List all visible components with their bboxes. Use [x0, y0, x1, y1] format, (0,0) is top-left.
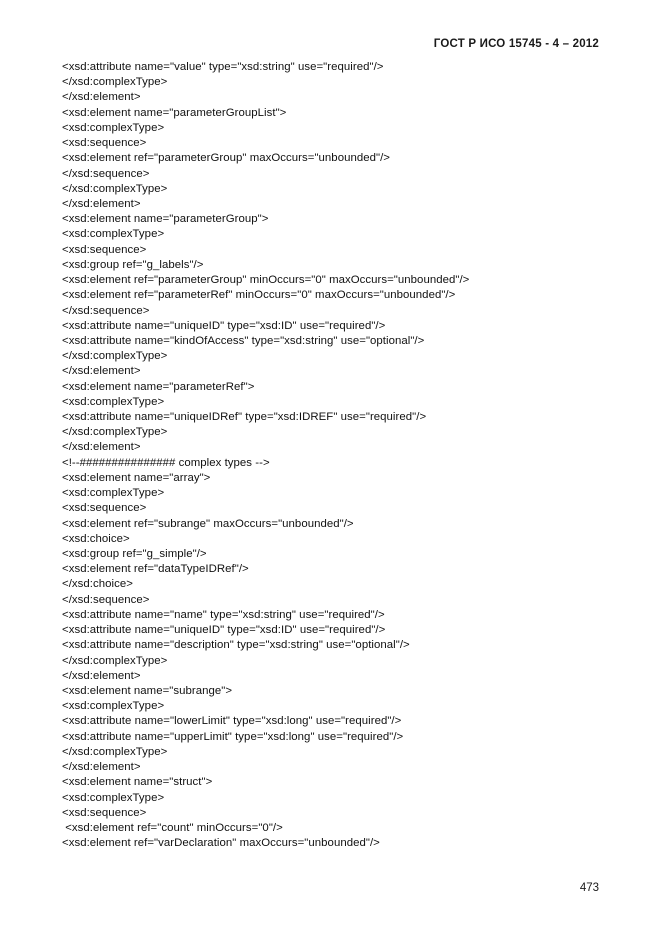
- code-line: <!--############### complex types -->: [62, 456, 270, 469]
- code-line: </xsd:complexType>: [62, 745, 168, 758]
- code-line: </xsd:element>: [62, 91, 141, 104]
- code-line: <xsd:element name="parameterGroup">: [62, 213, 269, 226]
- code-line: <xsd:element name="parameterGroupList">: [62, 106, 287, 119]
- code-line: <xsd:sequence>: [62, 502, 147, 515]
- code-line: </xsd:sequence>: [62, 593, 150, 606]
- code-line: <xsd:attribute name="upperLimit" type="xsd:long" use="required"/>: [62, 730, 404, 743]
- code-line: <xsd:attribute name="lowerLimit" type="xsd:long" use="required"/>: [62, 715, 402, 728]
- code-line: </xsd:element>: [62, 761, 141, 774]
- code-line: <xsd:attribute name="name" type="xsd:string" use="required"/>: [62, 608, 385, 621]
- code-line: <xsd:attribute name="uniqueID" type="xsd:ID" use="required"/>: [62, 624, 386, 637]
- code-line: <xsd:attribute name="description" type="xsd:string" use="optional"/>: [62, 639, 410, 652]
- code-line: <xsd:element ref="dataTypeIDRef"/>: [62, 563, 249, 576]
- code-line: <xsd:group ref="g_labels"/>: [62, 258, 204, 271]
- code-line: </xsd:element>: [62, 365, 141, 378]
- code-line: <xsd:element ref="subrange" maxOccurs="unbounded"/>: [62, 517, 354, 530]
- code-line: <xsd:complexType>: [62, 487, 165, 500]
- page-number: 473: [579, 882, 599, 894]
- code-line: </xsd:complexType>: [62, 76, 168, 89]
- code-line: <xsd:group ref="g_simple"/>: [62, 548, 207, 560]
- code-line: <xsd:complexType>: [62, 700, 165, 713]
- code-line: </xsd:complexType>: [62, 654, 168, 667]
- code-line: </xsd:complexType>: [62, 350, 168, 363]
- code-line: <xsd:element ref="varDeclaration" maxOccurs="unbounded"/>: [62, 837, 380, 850]
- code-line: <xsd:sequence>: [62, 243, 147, 256]
- code-line: </xsd:element>: [62, 197, 141, 210]
- code-line: <xsd:attribute name="uniqueID" type="xsd:ID" use="required"/>: [62, 319, 386, 332]
- code-line: <xsd:element ref="count" minOccurs="0"/>: [62, 821, 283, 834]
- code-line: </xsd:sequence>: [62, 304, 150, 317]
- code-line: <xsd:element ref="parameterRef" minOccurs="0" maxOccurs="unbounded"/>: [62, 289, 456, 302]
- code-line: <xsd:element name="parameterRef">: [62, 380, 255, 393]
- code-line: <xsd:element name="subrange">: [62, 684, 233, 697]
- code-line: </xsd:complexType>: [62, 182, 168, 195]
- code-line: <xsd:attribute name="kindOfAccess" type="xsd:string" use="optional"/>: [62, 334, 425, 347]
- code-line: </xsd:complexType>: [62, 426, 168, 439]
- code-line: <xsd:choice>: [62, 532, 130, 545]
- code-line: </xsd:element>: [62, 441, 141, 454]
- code-line: <xsd:element ref="parameterGroup" minOccurs="0" maxOccurs="unbounded"/>: [62, 274, 470, 287]
- code-line: <xsd:complexType>: [62, 228, 165, 241]
- code-line: <xsd:attribute name="value" type="xsd:string" use="required"/>: [62, 61, 384, 73]
- code-line: <xsd:element ref="parameterGroup" maxOccurs="unbounded"/>: [62, 152, 391, 165]
- page-header: ГОСТ Р ИСО 15745 - 4 – 2012: [433, 38, 599, 50]
- code-line: <xsd:element name="array">: [62, 471, 211, 484]
- code-line: <xsd:complexType>: [62, 791, 165, 804]
- code-line: <xsd:complexType>: [62, 121, 165, 134]
- code-line: </xsd:element>: [62, 669, 141, 682]
- xsd-code-block: [62, 60, 621, 851]
- code-line: <xsd:complexType>: [62, 395, 165, 408]
- code-line: <xsd:sequence>: [62, 137, 147, 150]
- code-line: </xsd:choice>: [62, 578, 133, 591]
- code-line: <xsd:sequence>: [62, 806, 147, 819]
- code-line: </xsd:sequence>: [62, 167, 150, 180]
- code-line: <xsd:element name="struct">: [62, 776, 213, 789]
- code-line: <xsd:attribute name="uniqueIDRef" type="xsd:IDREF" use="required"/>: [62, 411, 427, 424]
